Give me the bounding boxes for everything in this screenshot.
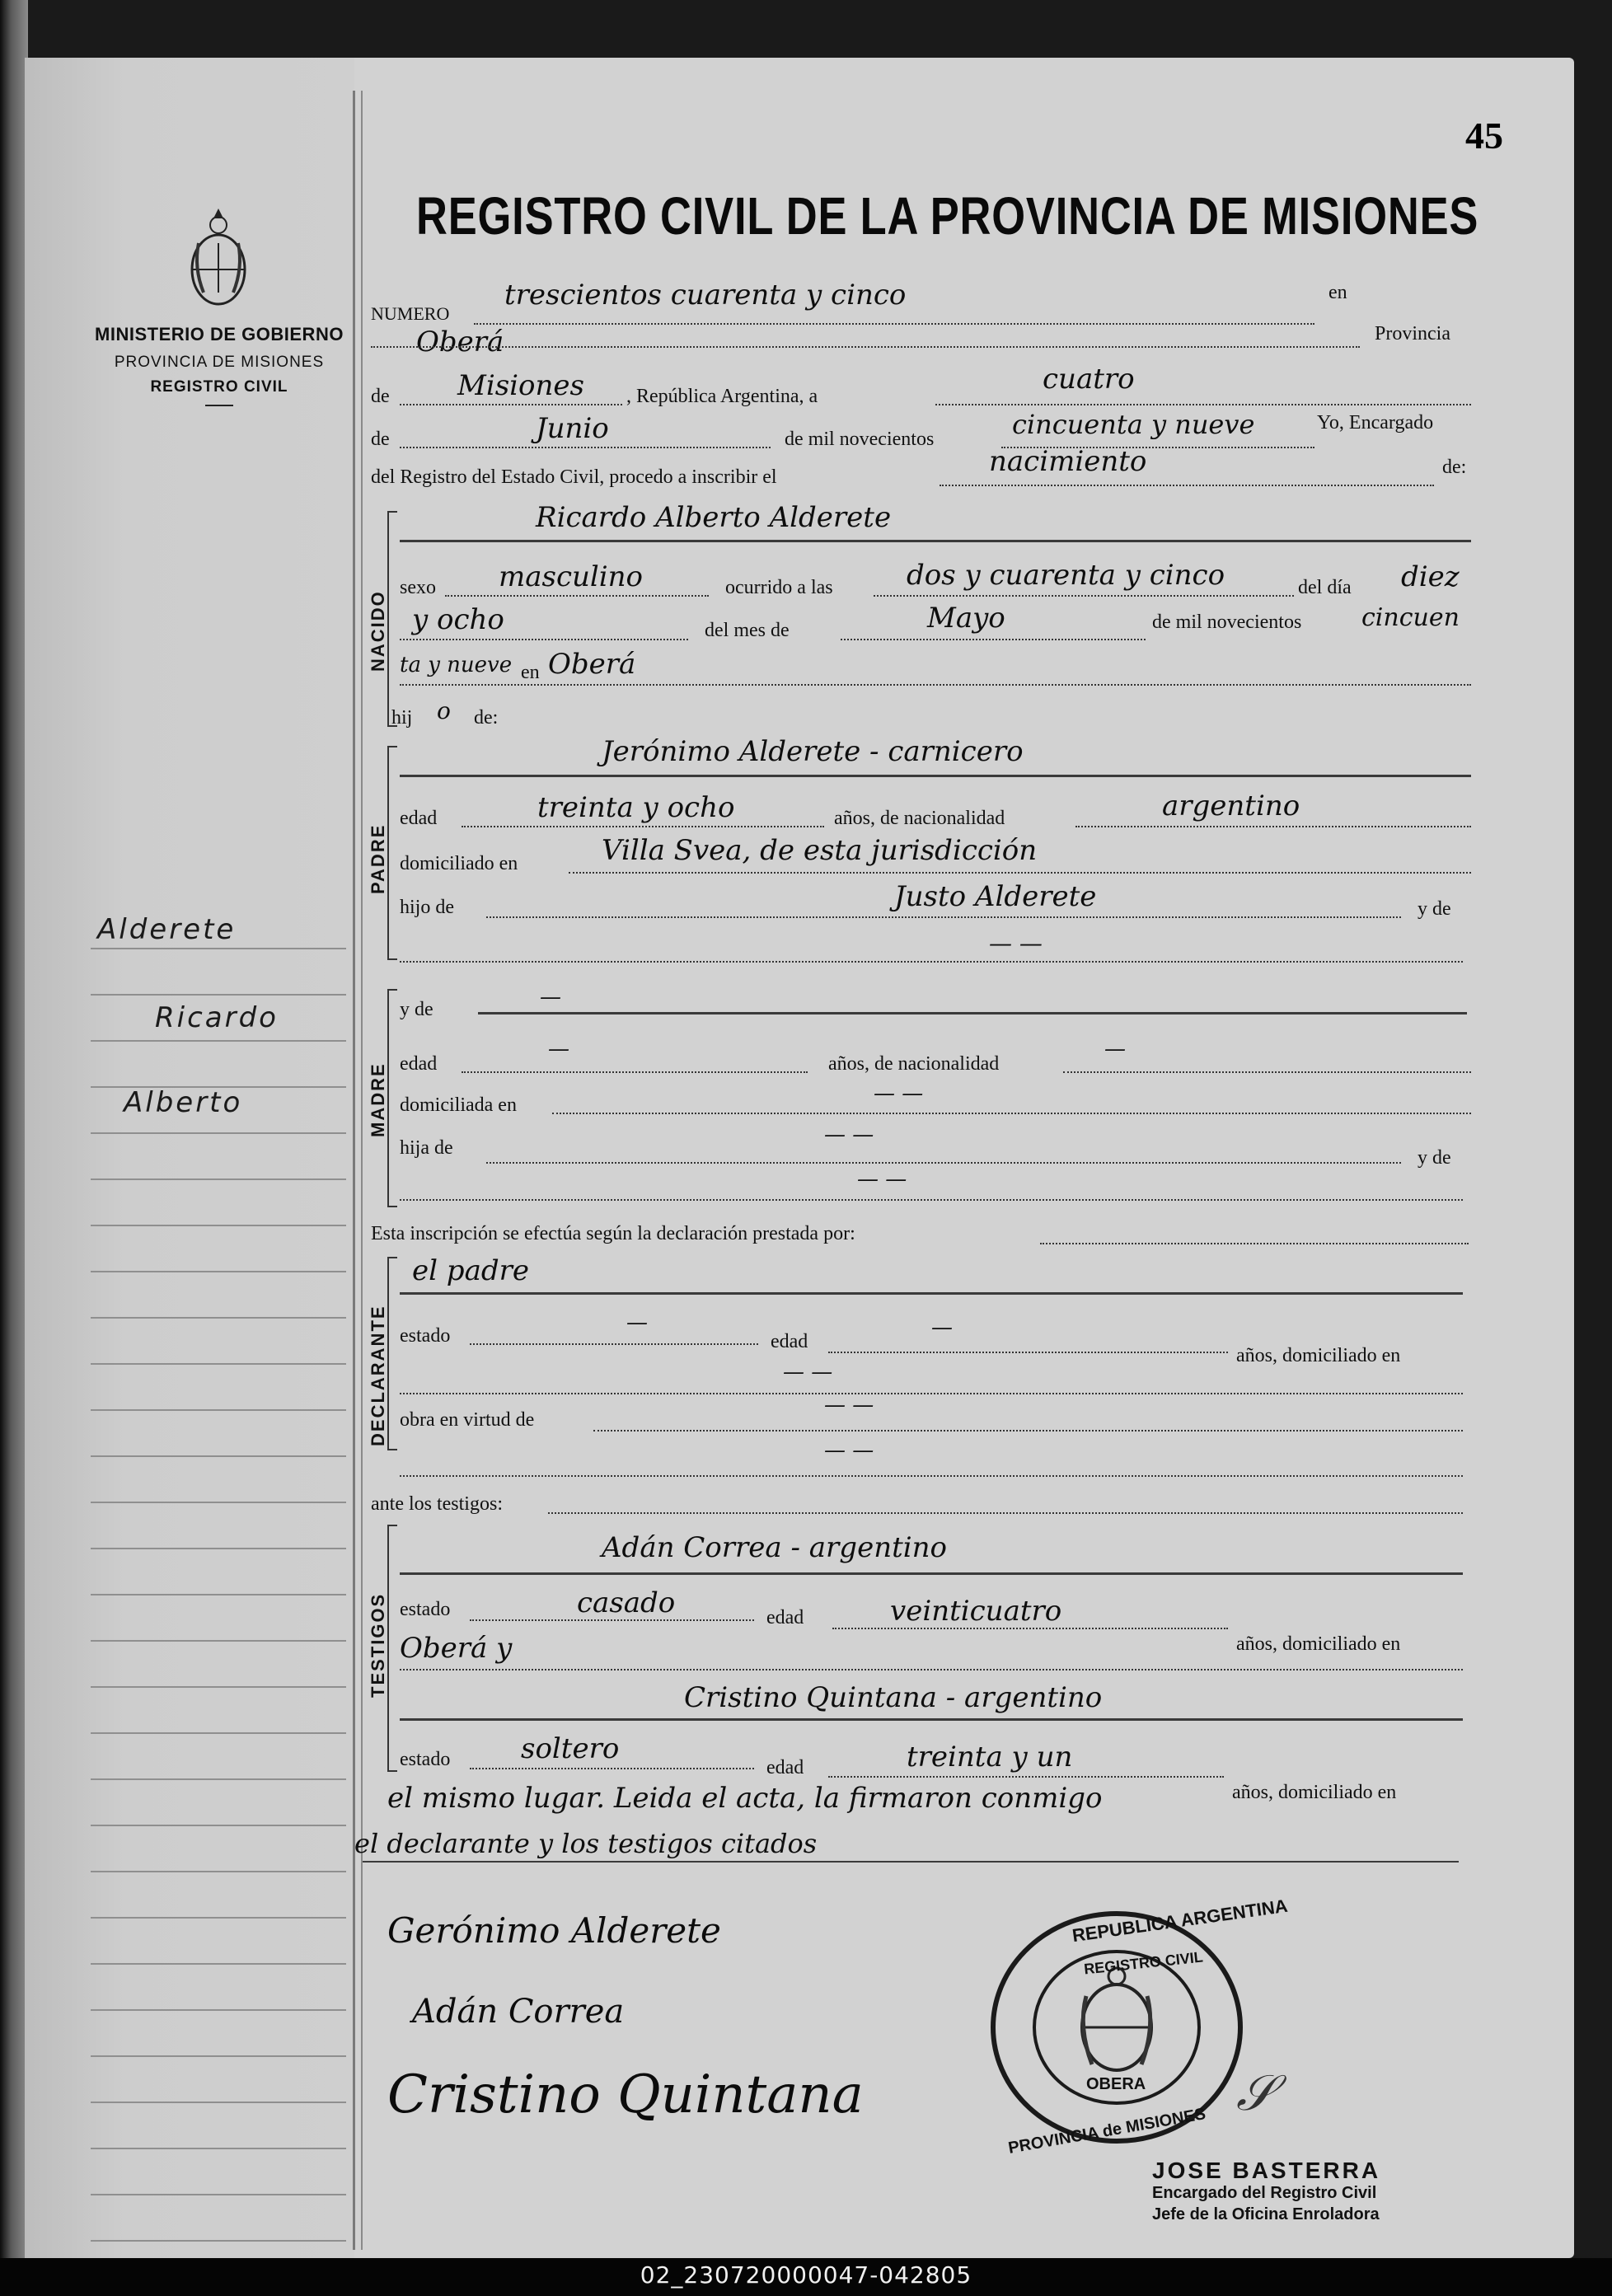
label-de-colon: de: xyxy=(1442,457,1467,478)
value-padre-nacionalidad: argentino xyxy=(1162,790,1300,822)
index-ruled-line xyxy=(91,2148,346,2149)
line-obra xyxy=(593,1430,1463,1431)
section-testigos: TESTIGOS xyxy=(368,1592,388,1698)
officer-role-1: Encargado del Registro Civil xyxy=(1152,2184,1377,2202)
section-declarante: DECLARANTE xyxy=(368,1305,388,1446)
index-ruled-line xyxy=(91,948,346,949)
line-nombre xyxy=(400,540,1471,542)
index-ruled-line xyxy=(91,1825,346,1826)
label-estado: estado xyxy=(400,1325,451,1347)
line-cierre xyxy=(363,1861,1459,1863)
label-domiciliado: domiciliado en xyxy=(400,853,518,874)
line-madre-extra xyxy=(400,1199,1463,1201)
label-obra: obra en virtud de xyxy=(400,1409,535,1431)
value-anio-nacimiento-2: ta y nueve xyxy=(400,653,513,677)
dash-mark: — xyxy=(548,1037,569,1061)
dash-mark: — — xyxy=(824,1122,874,1147)
label-hij: hij xyxy=(391,707,413,729)
stamp-ring-top: REPUBLICA ARGENTINA xyxy=(1071,1895,1289,1947)
label-provincia: Provincia xyxy=(1375,323,1450,344)
label-anos-nacionalidad: años, de nacionalidad xyxy=(834,808,1005,829)
index-ruled-line xyxy=(91,1548,346,1549)
line-testigo-1-estado xyxy=(470,1619,754,1621)
signature-testigo-2: Cristino Quintana xyxy=(387,2064,864,2125)
ministry-heading xyxy=(79,324,359,406)
index-surname: Alderete xyxy=(97,913,237,946)
index-ruled-line xyxy=(91,1317,346,1319)
index-ruled-line xyxy=(91,2240,346,2242)
dash-mark: — xyxy=(626,1310,648,1335)
section-padre: PADRE xyxy=(368,823,388,894)
label-de-2: de xyxy=(371,429,390,450)
dash-mark: — xyxy=(540,985,561,1010)
value-padre-edad: treinta y ocho xyxy=(537,791,735,824)
label-y-de-2: y de xyxy=(400,999,433,1020)
label-estado-2: estado xyxy=(400,1599,451,1620)
line-declarante-edad xyxy=(828,1352,1228,1353)
line-acto xyxy=(940,485,1434,486)
dash-mark: — — xyxy=(874,1081,924,1106)
value-testigo-1-edad: veinticuatro xyxy=(890,1595,1062,1628)
officer-signature: 𝒮 xyxy=(1236,2064,1275,2122)
line-madre-domicilio xyxy=(552,1113,1471,1114)
line-numero xyxy=(474,323,1314,325)
page-number: 45 xyxy=(1465,115,1503,157)
margin-rule-secondary xyxy=(361,91,363,2250)
label-edad-2: edad xyxy=(400,1053,438,1075)
dash-mark: — — xyxy=(989,930,1043,957)
label-anos-domiciliado-3: años, domiciliado en xyxy=(1232,1782,1397,1803)
stamp-ring-bottom: PROVINCIA de MISIONES xyxy=(1006,2105,1207,2158)
line-padre-edad xyxy=(462,826,824,827)
value-dia-nacimiento-2: y ocho xyxy=(412,603,504,636)
label-de-mil: de mil novecientos xyxy=(785,429,935,450)
label-de: de xyxy=(371,386,390,407)
value-mes-nacimiento: Mayo xyxy=(927,602,1005,635)
line-mes-2 xyxy=(841,639,1146,640)
registry-stamp-icon xyxy=(981,1904,1253,2151)
divider xyxy=(205,405,233,406)
line-padre-hijo-de xyxy=(486,916,1401,918)
label-hijo-de: hijo de xyxy=(400,897,454,918)
dash-mark: — — xyxy=(783,1360,833,1385)
index-ruled-line xyxy=(91,1917,346,1919)
index-ruled-line xyxy=(91,1409,346,1411)
label-edad-5: edad xyxy=(766,1757,804,1778)
section-nacido: NACIDO xyxy=(368,590,388,672)
line-testigo-2 xyxy=(400,1718,1463,1721)
value-sexo: masculino xyxy=(499,560,644,593)
index-ruled-line xyxy=(91,2194,346,2195)
value-lugar: Oberá xyxy=(416,326,504,358)
line-sexo xyxy=(445,595,709,597)
dash-mark: — — xyxy=(824,1438,874,1463)
label-anos-domiciliado-2: años, domiciliado en xyxy=(1236,1633,1401,1655)
dash-mark: — — xyxy=(824,1393,874,1417)
officer-role-2: Jefe de la Oficina Enroladora xyxy=(1152,2205,1380,2223)
label-edad: edad xyxy=(400,808,438,829)
signature-declarante: Gerónimo Alderete xyxy=(387,1910,721,1951)
label-registro: del Registro del Estado Civil, procedo a inscribir el xyxy=(371,466,777,488)
index-ruled-line xyxy=(91,1040,346,1042)
line-madre-hija-de xyxy=(486,1162,1401,1164)
label-testigos: ante los testigos: xyxy=(371,1493,503,1515)
dash-mark: — — xyxy=(857,1167,907,1192)
line-testigo-1-edad xyxy=(832,1628,1228,1629)
value-testigo-1: Adán Correa - argentino xyxy=(602,1531,947,1564)
index-first-name: Ricardo xyxy=(155,1001,279,1034)
index-ruled-line xyxy=(91,2102,346,2103)
value-provincia: Misiones xyxy=(457,369,584,402)
label-anos-nacionalidad-2: años, de nacionalidad xyxy=(828,1053,1000,1075)
margin-rule xyxy=(353,91,355,2250)
line-hora xyxy=(874,595,1294,597)
index-ruled-line xyxy=(91,1455,346,1457)
dash-mark: — xyxy=(931,1315,953,1340)
line-madre-nacionalidad xyxy=(1063,1071,1471,1073)
line-padre-nacionalidad xyxy=(1075,826,1471,827)
index-ruled-line xyxy=(91,1363,346,1365)
registry-name: REGISTRO CIVIL xyxy=(150,378,288,396)
value-testigo-2-edad: treinta y un xyxy=(907,1741,1073,1774)
label-anos-domiciliado: años, domiciliado en xyxy=(1236,1345,1401,1366)
line-testigo-2-edad xyxy=(828,1776,1224,1778)
value-testigo-1-domicilio: Oberá y xyxy=(400,1632,513,1665)
label-ocurrido: ocurrido a las xyxy=(725,577,833,598)
index-ruled-line xyxy=(91,994,346,996)
line-declarante xyxy=(400,1292,1463,1295)
stamp-ring-inner: REGISTRO CIVIL xyxy=(1083,1948,1204,1978)
line-dia-2 xyxy=(400,639,688,640)
value-nombre: Ricardo Alberto Alderete xyxy=(536,501,892,534)
stamp-city: OBERA xyxy=(1086,2075,1146,2093)
value-testigo-2: Cristino Quintana - argentino xyxy=(684,1681,1103,1714)
label-en: en xyxy=(1328,282,1347,303)
line-dia xyxy=(935,404,1471,405)
value-testigo-1-estado: casado xyxy=(577,1586,676,1619)
label-sexo: sexo xyxy=(400,577,436,598)
value-mes: Junio xyxy=(536,412,609,445)
value-declarante: el padre xyxy=(412,1254,529,1287)
index-ruled-line xyxy=(91,1132,346,1134)
index-ruled-line xyxy=(91,1871,346,1872)
line-padre-madre xyxy=(400,961,1463,963)
index-second-name: Alberto xyxy=(124,1086,243,1119)
index-ruled-line xyxy=(91,1225,346,1226)
book-binding-edge xyxy=(0,0,28,2258)
section-madre: MADRE xyxy=(368,1062,388,1137)
label-del-mes: del mes de xyxy=(705,620,790,641)
line-obra-2 xyxy=(400,1475,1463,1477)
index-ruled-line xyxy=(91,2055,346,2057)
value-dia: cuatro xyxy=(1043,363,1135,396)
label-y-de: y de xyxy=(1418,898,1451,920)
signature-testigo-1: Adán Correa xyxy=(412,1993,625,2031)
page-title: REGISTRO CIVIL DE LA PROVINCIA DE MISIONES xyxy=(416,186,1479,246)
index-ruled-line xyxy=(91,1178,346,1180)
label-declaracion: Esta inscripción se efectúa según la declaración prestada por: xyxy=(371,1223,855,1244)
province-name: PROVINCIA DE MISIONES xyxy=(114,354,325,371)
label-edad-4: edad xyxy=(766,1607,804,1628)
line-madre-edad xyxy=(462,1071,808,1073)
value-anio: cincuenta y nueve xyxy=(1012,409,1255,440)
label-republica: , República Argentina, a xyxy=(626,386,818,407)
index-ruled-line xyxy=(91,1732,346,1734)
value-padre-hijo-de: Justo Alderete xyxy=(894,880,1097,913)
line-lugar-nacimiento xyxy=(400,684,1471,686)
index-ruled-line xyxy=(91,2009,346,2011)
line-provincia xyxy=(400,404,622,405)
value-lugar-nacimiento: Oberá xyxy=(548,648,636,681)
label-en-2: en xyxy=(521,662,540,683)
label-y-de-3: y de xyxy=(1418,1147,1451,1169)
line-testigos xyxy=(548,1512,1463,1514)
index-ruled-line xyxy=(91,1640,346,1642)
index-ruled-line xyxy=(91,1686,346,1688)
index-ruled-line xyxy=(91,1594,346,1595)
line-declarante-domicilio xyxy=(400,1393,1463,1394)
officer-name: JOSE BASTERRA xyxy=(1152,2158,1381,2183)
label-de-3: de: xyxy=(474,707,499,729)
ministry-name: MINISTERIO DE GOBIERNO xyxy=(95,324,344,344)
label-de-mil-2: de mil novecientos xyxy=(1152,611,1302,633)
label-yo: Yo, Encargado xyxy=(1317,412,1434,433)
line-padre xyxy=(400,775,1471,777)
index-ruled-line xyxy=(91,1502,346,1503)
dash-mark: — xyxy=(1104,1037,1126,1061)
label-hija-de: hija de xyxy=(400,1137,453,1159)
value-hora: dos y cuarenta y cinco xyxy=(907,559,1225,592)
index-ruled-line xyxy=(91,1271,346,1272)
line-testigo-1 xyxy=(400,1572,1463,1575)
value-acto: nacimiento xyxy=(989,445,1147,478)
value-hij-suffix: o xyxy=(437,697,451,724)
index-ruled-line xyxy=(91,1963,346,1965)
line-lugar xyxy=(371,346,1360,348)
label-numero: NUMERO xyxy=(371,303,450,324)
line-testigo-2-estado xyxy=(470,1768,754,1769)
line-madre-nombre xyxy=(478,1012,1467,1014)
value-cierre-1: el mismo lugar. Leida el acta, la firmaron conmigo xyxy=(387,1782,1103,1815)
coat-of-arms-icon xyxy=(177,202,260,317)
value-numero: trescientos cuarenta y cinco xyxy=(504,279,907,312)
value-padre-domicilio: Villa Svea, de esta jurisdicción xyxy=(602,834,1038,867)
value-testigo-2-estado: soltero xyxy=(521,1732,620,1765)
index-ruled-line xyxy=(91,1778,346,1780)
line-padre-domicilio xyxy=(569,872,1471,874)
value-padre: Jerónimo Alderete - carnicero xyxy=(602,735,1024,768)
label-del-dia: del día xyxy=(1298,577,1352,598)
label-domiciliada: domiciliada en xyxy=(400,1094,517,1116)
image-id-label: 02_230720000047-042805 xyxy=(640,2261,972,2289)
line-declarante-estado xyxy=(470,1343,758,1345)
value-cierre-2: el declarante y los testigos citados xyxy=(354,1828,818,1859)
value-dia-nacimiento: diez xyxy=(1401,560,1460,593)
value-anio-nacimiento: cincuen xyxy=(1361,603,1460,632)
label-edad-3: edad xyxy=(771,1331,808,1352)
label-estado-3: estado xyxy=(400,1749,451,1770)
line-testigo-1-domicilio xyxy=(400,1669,1463,1670)
line-mes xyxy=(400,447,771,448)
line-declaracion xyxy=(1040,1243,1469,1244)
